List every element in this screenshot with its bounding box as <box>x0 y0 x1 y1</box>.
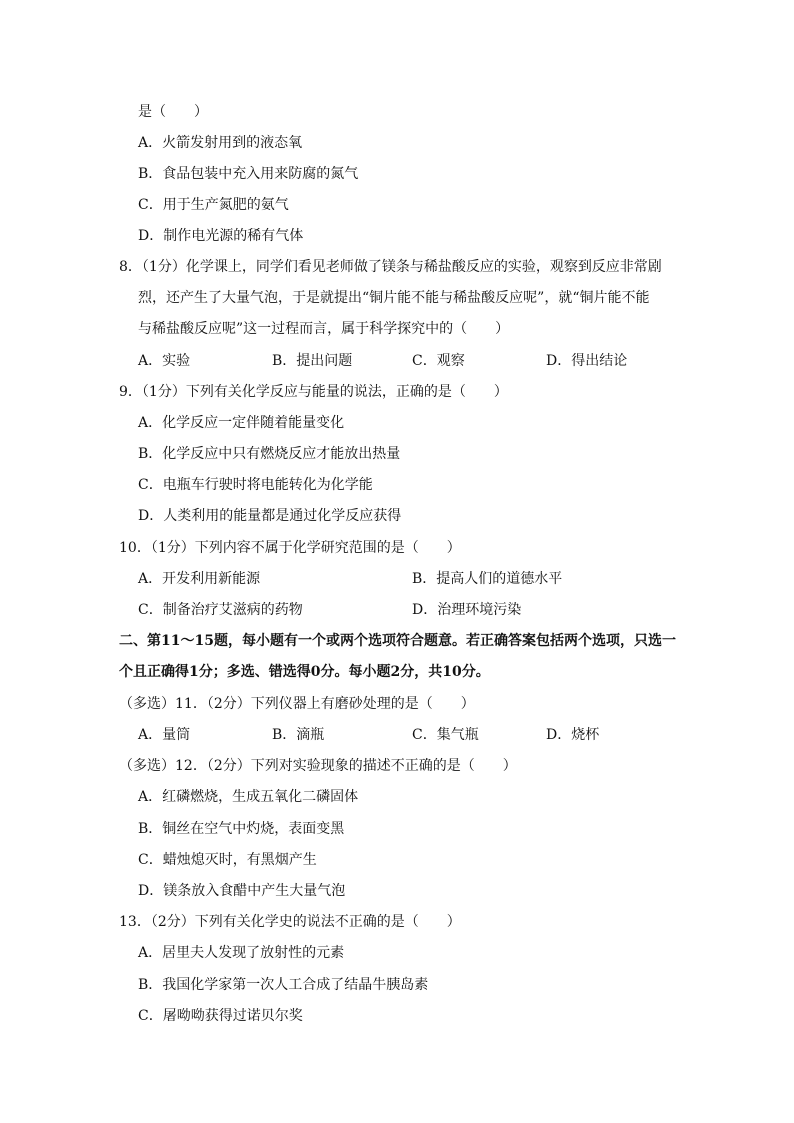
q12-stem: （多选）12．（2分）下列对实验现象的描述不正确的是（ ） <box>119 758 517 774</box>
q12-option-b: B．铜丝在空气中灼烧，表面变黑 <box>138 821 345 837</box>
q11-stem: （多选）11．（2分）下列仪器上有磨砂处理的是（ ） <box>119 696 475 712</box>
q9-option-c: C．电瓶车行驶时将电能转化为化学能 <box>138 477 373 493</box>
q10-option-a: A．开发利用新能源 <box>138 571 261 587</box>
q8-stem-line-3: 与稀盐酸反应呢”这一过程而言，属于科学探究中的（ ） <box>138 321 510 337</box>
q7-option-d: D．制作电光源的稀有气体 <box>138 228 304 244</box>
q10-option-d: D．治理环境污染 <box>412 602 522 618</box>
q10-stem: 10．（1分）下列内容不属于化学研究范围的是（ ） <box>119 540 461 556</box>
q11-option-a: A．量筒 <box>138 727 191 743</box>
q9-option-b: B．化学反应中只有燃烧反应才能放出热量 <box>138 446 401 462</box>
q7-option-c: C．用于生产氮肥的氨气 <box>138 197 289 213</box>
q9-option-a: A．化学反应一定伴随着能量变化 <box>138 415 345 431</box>
q8-option-b: B．提出问题 <box>272 353 353 369</box>
q7-option-a: A．火箭发射用到的液态氧 <box>138 135 303 151</box>
q9-stem: 9．（1分）下列有关化学反应与能量的说法，正确的是（ ） <box>119 384 508 400</box>
q10-option-b: B．提高人们的道德水平 <box>412 571 563 587</box>
q8-option-a: A．实验 <box>138 353 191 369</box>
q12-option-c: C．蜡烛熄灭时，有黑烟产生 <box>138 852 317 868</box>
q13-option-b: B．我国化学家第一次人工合成了结晶牛胰岛素 <box>138 977 429 993</box>
q10-option-c: C．制备治疗艾滋病的药物 <box>138 602 303 618</box>
q7-stem-tail: 是（ ） <box>138 104 208 120</box>
q11-option-c: C．集气瓶 <box>412 727 479 743</box>
q13-option-c: C．屠呦呦获得过诺贝尔奖 <box>138 1008 303 1024</box>
q8-option-c: C．观察 <box>412 353 465 369</box>
q12-option-d: D．镁条放入食醋中产生大量气泡 <box>138 883 346 899</box>
q8-stem-line-2: 烈，还产生了大量气泡，于是就提出“铜片能不能与稀盐酸反应呢”，就“铜片能不能 <box>138 290 650 306</box>
q12-option-a: A．红磷燃烧，生成五氧化二磷固体 <box>138 789 359 805</box>
q7-option-b: B．食品包装中充入用来防腐的氮气 <box>138 166 359 182</box>
q8-option-d: D．得出结论 <box>546 353 628 369</box>
q9-option-d: D．人类利用的能量都是通过化学反应获得 <box>138 508 402 524</box>
q8-stem-line-1: 8．（1分）化学课上，同学们看见老师做了镁条与稀盐酸反应的实验，观察到反应非常剧 <box>119 259 662 275</box>
section-2-heading-line-2: 个且正确得1分；多选、错选得0分。每小题2分，共10分。 <box>119 664 490 680</box>
q11-option-b: B．滴瓶 <box>272 727 325 743</box>
q13-stem: 13．（2分）下列有关化学史的说法不正确的是（ ） <box>119 914 461 930</box>
q11-option-d: D．烧杯 <box>546 727 600 743</box>
section-2-heading-line-1: 二、第11～15题，每小题有一个或两个选项符合题意。若正确答案包括两个选项，只选一 <box>119 633 676 649</box>
q13-option-a: A．居里夫人发现了放射性的元素 <box>138 945 345 961</box>
